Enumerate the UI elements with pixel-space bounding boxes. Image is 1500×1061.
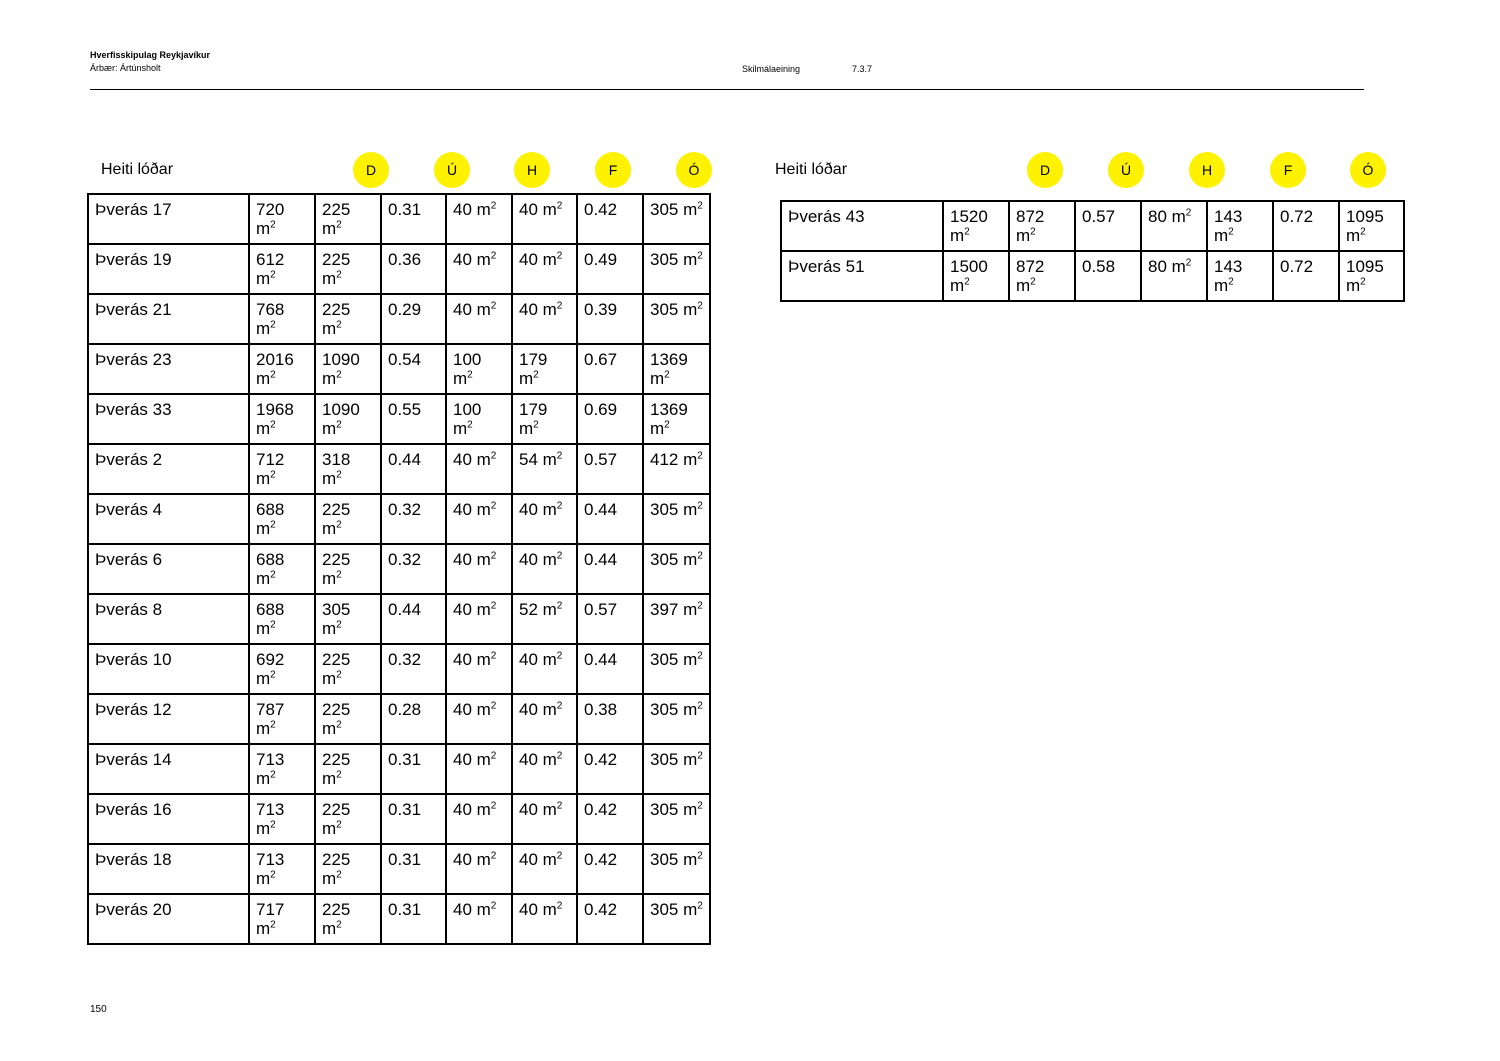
marker-d-left: D (353, 152, 389, 188)
h-value-2-cell: 54 $m^2$ (512, 444, 577, 494)
marker-d-right: D (1027, 152, 1063, 188)
lot-name-cell: Þverás 10 (88, 644, 249, 694)
o-value-cell: 305 $m^2$ (643, 894, 710, 944)
u-value-cell: 0.58 (1075, 251, 1141, 301)
lot-name-cell: Þverás 18 (88, 844, 249, 894)
u-value-cell: 0.31 (381, 794, 446, 844)
h-value-2-cell: 40 $m^2$ (512, 744, 577, 794)
d-value-cell: 225 $m^2$ (315, 194, 381, 244)
d-value-cell: 225 $m^2$ (315, 894, 381, 944)
h-value-1-cell: 40 $m^2$ (446, 244, 512, 294)
h-value-1-cell: 40 $m^2$ (446, 794, 512, 844)
u-value-cell: 0.28 (381, 694, 446, 744)
h-value-1-cell: 40 $m^2$ (446, 894, 512, 944)
lot-area-cell: 713 $m^2$ (249, 794, 315, 844)
o-value-cell: 305 $m^2$ (643, 194, 710, 244)
right-lot-table (780, 200, 1405, 302)
marker-h-left: H (514, 152, 550, 188)
section-number: 7.3.7 (852, 64, 873, 74)
lot-area-cell: 1500 $m^2$ (943, 251, 1009, 301)
marker-o-right: Ó (1350, 152, 1386, 188)
table-row (88, 394, 710, 444)
table-row (781, 201, 1404, 251)
h-value-2-cell: 40 $m^2$ (512, 694, 577, 744)
h-value-1-cell: 80 $m^2$ (1141, 251, 1207, 301)
h-value-2-cell: 40 $m^2$ (512, 644, 577, 694)
lot-name-cell: Þverás 16 (88, 794, 249, 844)
marker-f-right: F (1270, 152, 1306, 188)
u-value-cell: 0.44 (381, 594, 446, 644)
lot-name-cell: Þverás 12 (88, 694, 249, 744)
h-value-1-cell: 40 $m^2$ (446, 844, 512, 894)
lot-name-cell: Þverás 20 (88, 894, 249, 944)
u-value-cell: 0.44 (381, 444, 446, 494)
h-value-2-cell: 179 $m^2$ (512, 344, 577, 394)
d-value-cell: 225 $m^2$ (315, 294, 381, 344)
d-value-cell: 225 $m^2$ (315, 644, 381, 694)
lot-name-cell: Þverás 21 (88, 294, 249, 344)
d-value-cell: 225 $m^2$ (315, 844, 381, 894)
f-value-cell: 0.42 (577, 894, 643, 944)
marker-o-left: Ó (676, 152, 712, 188)
h-value-2-cell: 143 $m^2$ (1207, 251, 1273, 301)
u-value-cell: 0.31 (381, 844, 446, 894)
table-row (88, 844, 710, 894)
u-value-cell: 0.31 (381, 194, 446, 244)
h-value-1-cell: 100 $m^2$ (446, 394, 512, 444)
d-value-cell: 225 $m^2$ (315, 794, 381, 844)
lot-name-cell: Þverás 6 (88, 544, 249, 594)
right-heading: Heiti lóðar (775, 161, 848, 178)
lot-name-cell: Þverás 51 (781, 251, 943, 301)
f-value-cell: 0.44 (577, 644, 643, 694)
h-value-2-cell: 40 $m^2$ (512, 844, 577, 894)
table-row (88, 794, 710, 844)
f-value-cell: 0.49 (577, 244, 643, 294)
u-value-cell: 0.55 (381, 394, 446, 444)
d-value-cell: 1090 $m^2$ (315, 344, 381, 394)
h-value-1-cell: 40 $m^2$ (446, 644, 512, 694)
u-value-cell: 0.31 (381, 744, 446, 794)
o-value-cell: 305 $m^2$ (643, 244, 710, 294)
u-value-cell: 0.36 (381, 244, 446, 294)
o-value-cell: 305 $m^2$ (643, 544, 710, 594)
d-value-cell: 225 $m^2$ (315, 244, 381, 294)
h-value-2-cell: 40 $m^2$ (512, 794, 577, 844)
lot-area-cell: 1520 $m^2$ (943, 201, 1009, 251)
table-row (781, 251, 1404, 301)
d-value-cell: 872 $m^2$ (1009, 251, 1075, 301)
lot-area-cell: 713 $m^2$ (249, 844, 315, 894)
h-value-1-cell: 40 $m^2$ (446, 444, 512, 494)
h-value-2-cell: 40 $m^2$ (512, 494, 577, 544)
o-value-cell: 1369 $m^2$ (643, 394, 710, 444)
h-value-1-cell: 80 $m^2$ (1141, 201, 1207, 251)
left-heading: Heiti lóðar (101, 161, 174, 178)
table-row (88, 744, 710, 794)
f-value-cell: 0.42 (577, 794, 643, 844)
table-row (88, 894, 710, 944)
table-row (88, 194, 710, 244)
f-value-cell: 0.42 (577, 844, 643, 894)
lot-area-cell: 1968 $m^2$ (249, 394, 315, 444)
lot-name-cell: Þverás 19 (88, 244, 249, 294)
lot-area-cell: 720 $m^2$ (249, 194, 315, 244)
h-value-2-cell: 40 $m^2$ (512, 244, 577, 294)
lot-area-cell: 688 $m^2$ (249, 544, 315, 594)
o-value-cell: 305 $m^2$ (643, 844, 710, 894)
lot-name-cell: Þverás 4 (88, 494, 249, 544)
d-value-cell: 225 $m^2$ (315, 694, 381, 744)
f-value-cell: 0.42 (577, 744, 643, 794)
h-value-2-cell: 143 $m^2$ (1207, 201, 1273, 251)
h-value-2-cell: 40 $m^2$ (512, 894, 577, 944)
f-value-cell: 0.67 (577, 344, 643, 394)
o-value-cell: 1095 $m^2$ (1339, 251, 1404, 301)
d-value-cell: 225 $m^2$ (315, 544, 381, 594)
h-value-1-cell: 100 $m^2$ (446, 344, 512, 394)
o-value-cell: 397 $m^2$ (643, 594, 710, 644)
lot-area-cell: 2016 $m^2$ (249, 344, 315, 394)
table-row (88, 244, 710, 294)
h-value-1-cell: 40 $m^2$ (446, 594, 512, 644)
o-value-cell: 305 $m^2$ (643, 644, 710, 694)
u-value-cell: 0.32 (381, 644, 446, 694)
lot-area-cell: 717 $m^2$ (249, 894, 315, 944)
table-row (88, 494, 710, 544)
d-value-cell: 1090 $m^2$ (315, 394, 381, 444)
lot-name-cell: Þverás 17 (88, 194, 249, 244)
f-value-cell: 0.72 (1273, 251, 1339, 301)
left-lot-table (87, 193, 711, 945)
f-value-cell: 0.38 (577, 694, 643, 744)
o-value-cell: 1369 $m^2$ (643, 344, 710, 394)
f-value-cell: 0.44 (577, 544, 643, 594)
lot-area-cell: 787 $m^2$ (249, 694, 315, 744)
lot-name-cell: Þverás 2 (88, 444, 249, 494)
u-value-cell: 0.54 (381, 344, 446, 394)
h-value-1-cell: 40 $m^2$ (446, 294, 512, 344)
u-value-cell: 0.57 (1075, 201, 1141, 251)
o-value-cell: 305 $m^2$ (643, 794, 710, 844)
h-value-2-cell: 52 $m^2$ (512, 594, 577, 644)
d-value-cell: 225 $m^2$ (315, 744, 381, 794)
h-value-1-cell: 40 $m^2$ (446, 744, 512, 794)
table-row (88, 294, 710, 344)
h-value-2-cell: 40 $m^2$ (512, 194, 577, 244)
table-row (88, 644, 710, 694)
page-number: 150 (90, 1004, 107, 1015)
h-value-2-cell: 179 $m^2$ (512, 394, 577, 444)
document-title: Hverfisskipulag Reykjavíkur (90, 50, 211, 60)
table-row (88, 444, 710, 494)
h-value-1-cell: 40 $m^2$ (446, 194, 512, 244)
f-value-cell: 0.57 (577, 594, 643, 644)
f-value-cell: 0.44 (577, 494, 643, 544)
marker-u-left: Ú (434, 152, 470, 188)
lot-area-cell: 688 $m^2$ (249, 594, 315, 644)
o-value-cell: 412 $m^2$ (643, 444, 710, 494)
d-value-cell: 872 $m^2$ (1009, 201, 1075, 251)
o-value-cell: 1095 $m^2$ (1339, 201, 1404, 251)
marker-f-left: F (595, 152, 631, 188)
f-value-cell: 0.57 (577, 444, 643, 494)
lot-name-cell: Þverás 14 (88, 744, 249, 794)
lot-area-cell: 713 $m^2$ (249, 744, 315, 794)
h-value-1-cell: 40 $m^2$ (446, 544, 512, 594)
table-row (88, 594, 710, 644)
lot-name-cell: Þverás 23 (88, 344, 249, 394)
table-row (88, 544, 710, 594)
f-value-cell: 0.39 (577, 294, 643, 344)
lot-name-cell: Þverás 43 (781, 201, 943, 251)
header-rule (90, 89, 1364, 90)
lot-area-cell: 688 $m^2$ (249, 494, 315, 544)
lot-name-cell: Þverás 33 (88, 394, 249, 444)
f-value-cell: 0.69 (577, 394, 643, 444)
d-value-cell: 225 $m^2$ (315, 494, 381, 544)
h-value-2-cell: 40 $m^2$ (512, 294, 577, 344)
o-value-cell: 305 $m^2$ (643, 494, 710, 544)
o-value-cell: 305 $m^2$ (643, 294, 710, 344)
h-value-1-cell: 40 $m^2$ (446, 494, 512, 544)
f-value-cell: 0.72 (1273, 201, 1339, 251)
marker-h-right: H (1189, 152, 1225, 188)
o-value-cell: 305 $m^2$ (643, 694, 710, 744)
d-value-cell: 305 $m^2$ (315, 594, 381, 644)
lot-area-cell: 712 $m^2$ (249, 444, 315, 494)
f-value-cell: 0.42 (577, 194, 643, 244)
h-value-1-cell: 40 $m^2$ (446, 694, 512, 744)
lot-area-cell: 612 $m^2$ (249, 244, 315, 294)
lot-name-cell: Þverás 8 (88, 594, 249, 644)
marker-u-right: Ú (1108, 152, 1144, 188)
lot-area-cell: 768 $m^2$ (249, 294, 315, 344)
u-value-cell: 0.32 (381, 544, 446, 594)
u-value-cell: 0.29 (381, 294, 446, 344)
u-value-cell: 0.32 (381, 494, 446, 544)
table-row (88, 344, 710, 394)
d-value-cell: 318 $m^2$ (315, 444, 381, 494)
document-subtitle: Árbær: Ártúnsholt (90, 63, 161, 73)
section-label: Skilmálaeining (742, 64, 801, 74)
o-value-cell: 305 $m^2$ (643, 744, 710, 794)
u-value-cell: 0.31 (381, 894, 446, 944)
table-row (88, 694, 710, 744)
h-value-2-cell: 40 $m^2$ (512, 544, 577, 594)
lot-area-cell: 692 $m^2$ (249, 644, 315, 694)
